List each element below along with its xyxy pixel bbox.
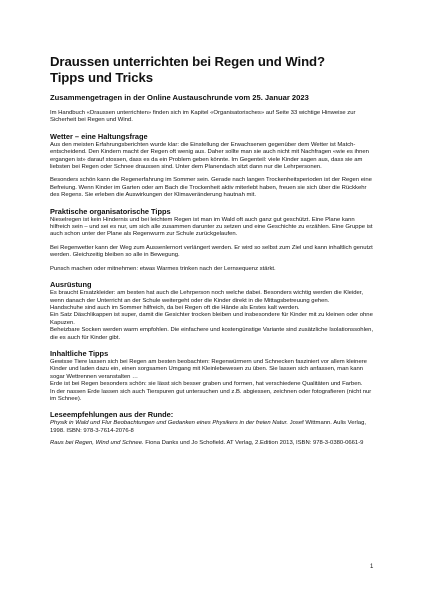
reading-item-2-title: Raus bei Regen, Wind und Schnee. bbox=[50, 440, 144, 447]
reading-item-1 bbox=[50, 420, 376, 435]
organisational-paragraph-1: Nieselregen ist kein Hindernis und bei leichtem Regen ist man im Wald oft auch ganz gut geschützt. Eine Plane kann hilfreich sein – und sei es nur, um sich alle zusammen darunter zu setzen und eine Geschichte zu erzählen. Eine Gruppe ist auch schon unter der Plane als Regenwurm zur Schule zurückgelaufen. bbox=[50, 216, 373, 238]
title-line-2: Tipps und Tricks bbox=[50, 69, 153, 85]
equipment-line-1: Es braucht Ersatzkleider: am besten hat auch die Lehrperson noch welche dabei. Besonders wichtig werden die Kleider, wenn danach der Unterricht an der Schule weitergeht oder die Kinder direkt in die Mittagsbetreuung gehen. bbox=[50, 290, 364, 304]
weather-paragraph-1: Aus den meisten Erfahrungsberichten wurde klar: die Einstellung der Erwachsenen gegenüber dem Wetter ist Match-entscheidend. Den Kindern macht der Regen oft wenig aus. Daher sollte man sie auch nicht mit Nachfragen «wie es ihnen ergangen ist» darauf stossen, dass es da ein Problem geben könnte. Im Gegenteil: viele Kinder sagen aus, dass sie am liebsten bei Regen oder Schnee draussen sind. Unter dem Planendach sitzt dann nur die Lehrpersonen. bbox=[50, 141, 369, 171]
equipment-line-2: Handschuhe sind auch im Sommer hilfreich, da bei Regen oft die Hände als Erstes kalt werden. bbox=[50, 304, 300, 311]
intro-paragraph: Im Handbuch «Draussen unterrichten» finden sich im Kapitel «Organisatorisches» auf Seite 33 wichtige Hinweise zur Sicherheit bei Regen und Wind. bbox=[50, 110, 356, 124]
content-tips-line-1: Gewisse Tiere lassen sich bei Regen am besten beobachten: Regenwürmern und Schnecken fasziniert vor allem kleinere Kinder und laden dazu ein, einen sorgsamen Umgang mit Kleinlebewesen zu üben. Sie lassen sich anfassen, man kann sogar Wettrennen veranstalten … bbox=[50, 358, 367, 380]
reading-item-2-details: Fiona Danks und Jo Schofield. AT Verlag, 2.Edition 2013, ISBN: 978-3-0380-0661-9 bbox=[143, 440, 364, 447]
organisational-paragraph-3: Punsch machen oder mitnehmen: etwas Warmes trinken nach der Lernsequenz stärkt. bbox=[50, 265, 276, 272]
title-line-1: Draussen unterrichten bei Regen und Wind? bbox=[50, 54, 325, 69]
weather-paragraph-2: Besonders schön kann die Regenerfahrung im Sommer sein. Gerade nach langen Trockenheitsperioden ist der Regen eine Befreiung. Wenn Kinder im Garten oder am Bach die Trockenheit aktiv miterlebt haben, freuen sie sich über die Rückkehr des Regens. Sie erleben die Auswirkungen der Klimaveränderung hautnah mit. bbox=[50, 177, 372, 199]
content-tips-block bbox=[50, 359, 376, 403]
equipment-line-4: Beheizbare Socken werden warm empfohlen. Die einfachere und kostengünstige Variante sind zusätzliche Isolationssohlen, die es auch für Kinder gibt. bbox=[50, 327, 374, 341]
section-heading-weather: Wetter – eine Haltungsfrage bbox=[50, 131, 148, 141]
reading-item-2 bbox=[50, 440, 376, 447]
content-tips-line-3: In der nassen Erde lassen sich auch Tierspuren gut untersuchen und z.B. abgiessen, zeichnen oder fotografieren (nicht nur im Schnee). bbox=[50, 388, 372, 402]
document-title bbox=[50, 54, 376, 85]
reading-item-1-title: Physik in Wald und Flur Beobachtungen und Gedanken eines Physikers in der freien Natur. bbox=[50, 420, 289, 427]
section-heading-equipment: Ausrüstung bbox=[50, 280, 92, 290]
organisational-paragraph-2: Bei Regenwetter kann der Weg zum Aussenlernort verlängert werden. Er wird so selbst zum Ziel und kann inhaltlich genutzt werden. Gleichzeitig bleiben so alle in Bewegung. bbox=[50, 244, 373, 259]
document-subtitle: Zusammengetragen in der Online Austauschrunde vom 25. Januar 2023 bbox=[50, 93, 309, 102]
section-heading-organisational-tips: Praktische organisatorische Tipps bbox=[50, 206, 171, 216]
content-tips-line-2: Erde ist bei Regen besonders schön: sie lässt sich besser graben und formen, hat verschiedene Qualitäten und Farben. bbox=[50, 381, 363, 388]
reading-list bbox=[50, 420, 376, 447]
page-number: 1 bbox=[370, 564, 374, 570]
reading-item-1-details: Josef Wittmann. Aulis Verlag, 1998. ISBN: 978-3-7614-2076-8 bbox=[50, 420, 366, 434]
document-content bbox=[50, 54, 376, 453]
equipment-line-3: Ein Satz Däschlikappen ist super, damit die Gesichter trocken bleiben und insbesondere für Kinder mit zu kleinen oder ohne Kapuzen. bbox=[50, 312, 373, 326]
equipment-block bbox=[50, 290, 376, 342]
section-heading-content-tips: Inhaltliche Tipps bbox=[50, 348, 109, 358]
section-heading-reading-recommendations: Leseempfehlungen aus der Runde: bbox=[50, 410, 174, 420]
